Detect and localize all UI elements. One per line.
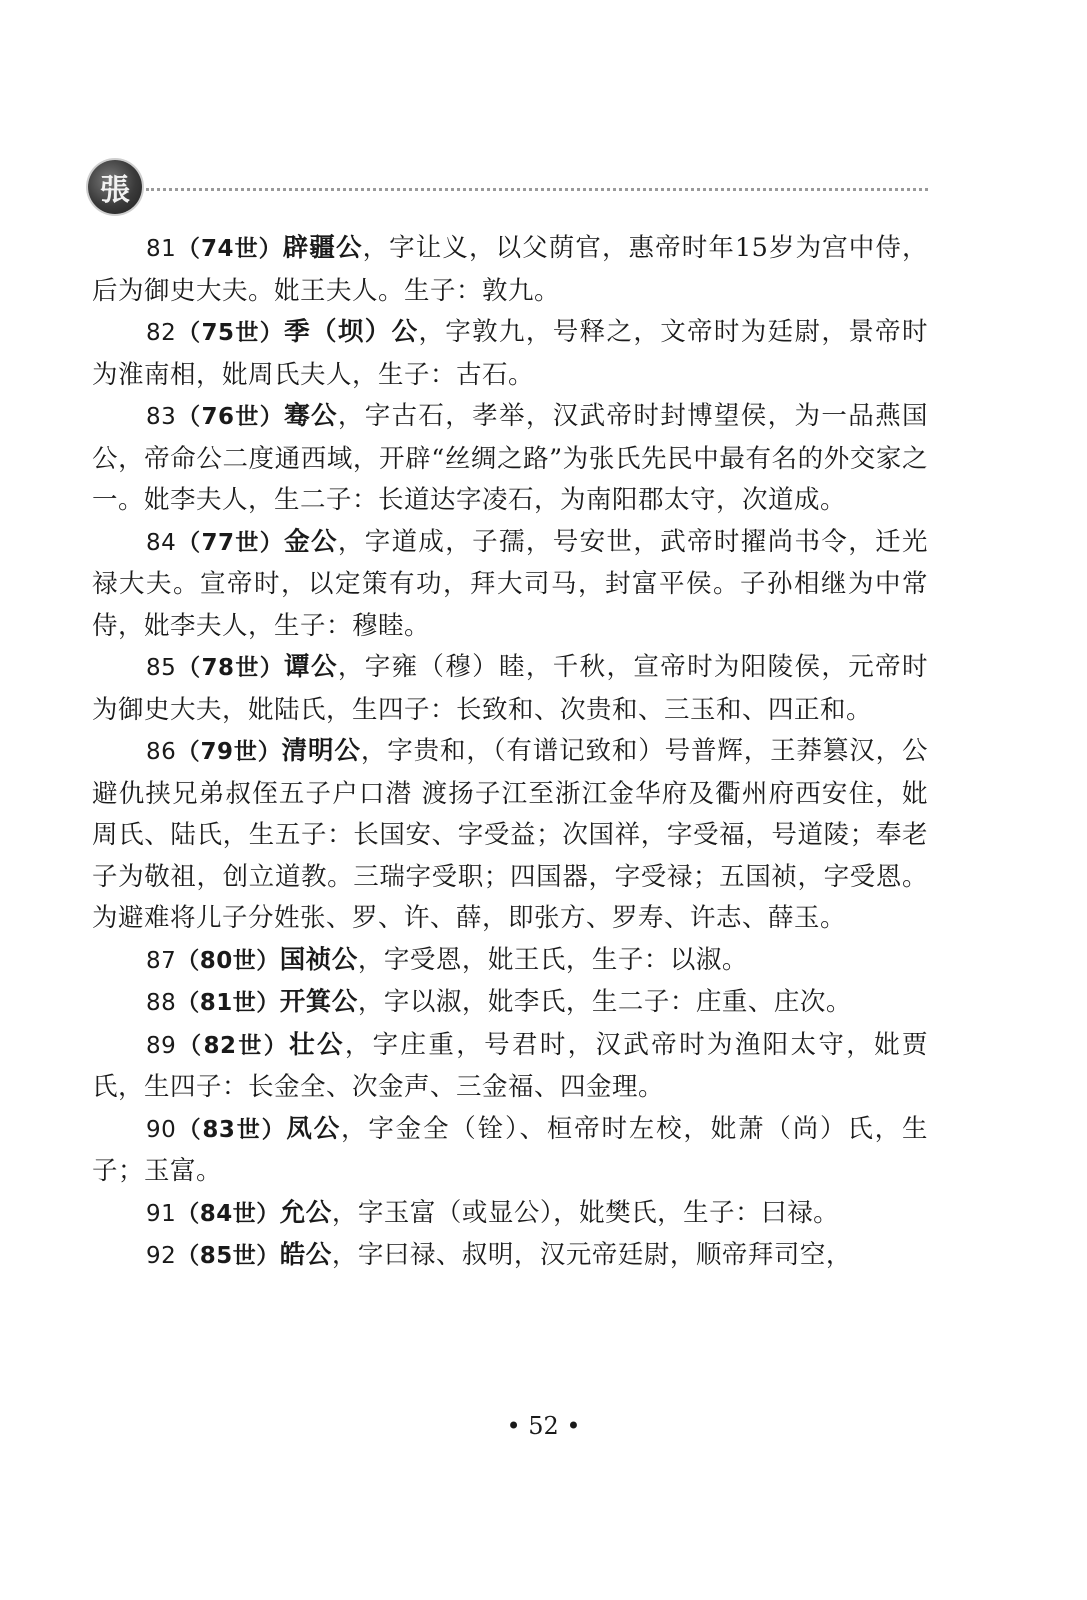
header-divider: [146, 188, 928, 191]
ancestor-name: 允公: [279, 1197, 332, 1228]
entry-text: ，字道成，子孺，号安世，武帝时擢尚书令，迁光禄大夫。宣帝时，以定策有功，拜大司马，封富平侯。子孙相继为中常侍，妣李夫人，生子：穆睦。: [92, 526, 928, 641]
generation-label: （79世）: [176, 739, 282, 765]
entry-87: [92, 940, 928, 983]
ancestor-name: 清明公: [281, 736, 361, 766]
entry-84: [92, 522, 928, 648]
entry-number: 81: [146, 236, 177, 262]
ancestor-name: 皓公: [279, 1240, 332, 1270]
entry-90: [92, 1109, 928, 1193]
zhang-seal-icon: 張: [88, 160, 142, 214]
ancestor-name: 谭公: [284, 652, 338, 682]
generation-label: （83世）: [176, 1116, 287, 1143]
entry-number: 91: [146, 1200, 177, 1227]
entry-text: ，字曰禄、叔明，汉元帝廷尉，顺帝拜司空，: [331, 1240, 852, 1270]
genealogy-text: [92, 228, 928, 1278]
entry-number: 89: [146, 1032, 177, 1059]
generation-label: （78世）: [176, 655, 285, 681]
entry-number: 85: [146, 655, 177, 681]
entry-82: [92, 312, 928, 396]
generation-label: （74世）: [176, 236, 283, 262]
generation-label: （76世）: [176, 404, 285, 430]
generation-label: （81世）: [176, 990, 280, 1016]
ancestor-name: 金公: [284, 526, 338, 557]
entry-number: 92: [146, 1243, 177, 1269]
ancestor-name: 开箕公: [279, 987, 358, 1017]
entry-text: ，字庄重，号君时，汉武帝时为渔阳太守，妣贾氏，生四子：长金全、次金声、三金福、四金理。: [92, 1029, 928, 1102]
generation-label: （82世）: [176, 1032, 290, 1059]
entry-text: ，字玉富（或显公），妣樊氏，生子：曰禄。: [331, 1197, 840, 1228]
entry-number: 86: [146, 739, 177, 765]
page-header: [88, 160, 928, 216]
entry-89: [92, 1025, 928, 1109]
generation-label: （77世）: [176, 529, 285, 556]
ancestor-name: 骞公: [284, 401, 338, 431]
entry-text: ，字以淑，妣李氏，生二子：庄重、庄次。: [357, 987, 852, 1017]
ancestor-name: 国祯公: [279, 944, 358, 975]
generation-label: （84世）: [176, 1200, 280, 1227]
entry-81: [92, 228, 928, 312]
entry-text: ，字受恩，妣王氏，生子：以淑。: [357, 944, 748, 975]
ancestor-name: 凤公: [286, 1113, 342, 1144]
entry-text: ，字雍（穆）睦，千秋，宣帝时为阳陵侯，元帝时为御史大夫，妣陆氏，生四子：长致和、次贵和、三玉和、四正和。: [92, 652, 928, 725]
entry-number: 82: [146, 320, 177, 346]
entry-85: [92, 647, 928, 731]
entry-text: ，字让义，以父荫官，惠帝时年15岁为宫中侍，后为御史大夫。妣王夫人。生子：敦九。: [92, 233, 928, 306]
ancestor-name: 辟疆公: [282, 233, 363, 263]
generation-label: （80世）: [176, 947, 280, 974]
entry-86: [92, 731, 928, 940]
entry-number: 90: [146, 1116, 177, 1143]
entry-text: ，字贵和，（有谱记致和）号普辉，王莽篡汉，公避仇挟兄弟叔侄五子户口潜 渡扬子江至浙江金华府及衢州府西安住，妣周氏、陆氏，生五子：长国安、字受益；次国祥，字受福，号道陵；奉老子为敬祖，创立道教。三瑞字受职；四国器，字受禄；五国祯，字受恩。为避难将儿子分姓张、罗、许、薛，即张方、罗寿、许志、薛玉。: [92, 736, 928, 933]
entry-number: 83: [146, 404, 177, 430]
generation-label: （75世）: [176, 320, 285, 346]
entry-91: [92, 1193, 928, 1236]
page-number: • 52 •: [506, 1412, 581, 1440]
ancestor-name: 壮公: [289, 1029, 345, 1060]
entry-number: 88: [146, 990, 177, 1016]
entry-88: [92, 982, 928, 1025]
ancestor-name: 季（坝）公: [284, 317, 419, 347]
entry-text: ，字金全（铨）、桓帝时左校，妣萧（尚）氏，生子；玉富。: [92, 1113, 928, 1186]
generation-label: （85世）: [176, 1243, 280, 1269]
entry-number: 87: [146, 947, 177, 974]
entry-number: 84: [146, 529, 177, 556]
entry-text: ，字古石，孝举，汉武帝时封博望侯，为一品燕国公，帝命公二度通西域，开辟“丝绸之路”为张氏先民中最有名的外交家之一。妣李夫人，生二子：长道达字凌石，为南阳郡太守，次道成。: [92, 401, 928, 515]
entry-83: [92, 396, 928, 522]
entry-text: ，字敦九，号释之，文帝时为廷尉，景帝时为淮南相，妣周氏夫人，生子：古石。: [92, 317, 928, 390]
entry-92: [92, 1235, 928, 1278]
